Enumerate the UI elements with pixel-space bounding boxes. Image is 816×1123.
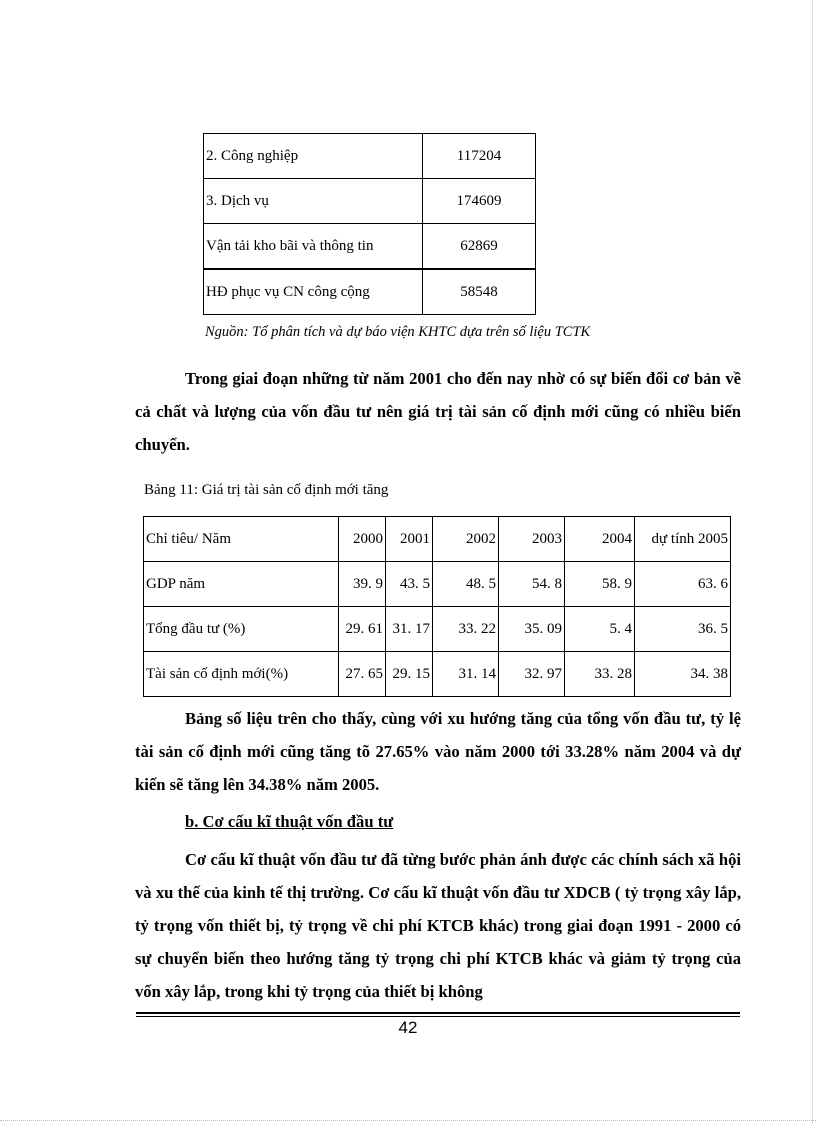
cell-value: 34. 38 [635, 652, 731, 697]
paragraph-3: Cơ cấu kĩ thuật vốn đầu tư đã từng bước phản ánh được các chính sách xã hội và xu thế của kinh tế thị trường. Cơ cấu kĩ thuật vốn đầu tư XDCB ( tỷ trọng xây lắp, tỷ trọng vốn thiết bị, tỷ trọng về chi phí KTCB khác) trong giai đoạn 1991 - 2000 có sự chuyển biến theo hướng tăng tỷ trọng chi phí KTCB khác và giảm tỷ trọng của vốn xây lắp, trong khi tỷ trọng của thiết bị không [135, 850, 741, 1001]
column-header: 2002 [433, 517, 499, 562]
column-header: 2004 [565, 517, 635, 562]
footer-rule-thick [136, 1012, 740, 1014]
cell-value: 29. 61 [339, 607, 386, 652]
section-heading: b. Cơ cấu kĩ thuật vốn đầu tư [185, 812, 394, 831]
column-header: 2001 [386, 517, 433, 562]
row-value: 174609 [423, 179, 536, 224]
cell-value: 5. 4 [565, 607, 635, 652]
table-row [204, 179, 536, 224]
table-header-row [144, 517, 731, 562]
table-row [144, 607, 731, 652]
row-label: 2. Công nghiệp [204, 134, 423, 179]
cell-value: 43. 5 [386, 562, 433, 607]
row-label: Tài sản cố định mới(%) [144, 652, 339, 697]
cell-value: 58. 9 [565, 562, 635, 607]
table-row [204, 134, 536, 179]
cell-value: 48. 5 [433, 562, 499, 607]
row-label: 3. Dịch vụ [204, 179, 423, 224]
table-row [204, 269, 536, 315]
cell-value: 63. 6 [635, 562, 731, 607]
cell-value: 54. 8 [499, 562, 565, 607]
row-label: Tổng đầu tư (%) [144, 607, 339, 652]
cell-value: 32. 97 [499, 652, 565, 697]
table-row [144, 562, 731, 607]
page-edge-right [812, 0, 813, 1123]
footer-rule-thin [136, 1016, 740, 1017]
row-label: HĐ phục vụ CN công cộng [204, 269, 423, 315]
paragraph-1: Trong giai đoạn những từ năm 2001 cho đến nay nhờ có sự biến đổi cơ bản về cả chất và lượng của vốn đầu tư nên giá trị tài sản cố định mới cũng có nhiều biến chuyển. [135, 369, 741, 454]
row-label: Vận tải kho bãi và thông tin [204, 224, 423, 270]
cell-value: 33. 22 [433, 607, 499, 652]
page-edge-bottom [0, 1120, 816, 1121]
cell-value: 29. 15 [386, 652, 433, 697]
table-row [204, 224, 536, 270]
column-header: 2003 [499, 517, 565, 562]
cell-value: 31. 14 [433, 652, 499, 697]
cell-value: 36. 5 [635, 607, 731, 652]
row-label: GDP năm [144, 562, 339, 607]
column-header: dự tính 2005 [635, 517, 731, 562]
cell-value: 31. 17 [386, 607, 433, 652]
row-value: 117204 [423, 134, 536, 179]
cell-value: 39. 9 [339, 562, 386, 607]
cell-value: 27. 65 [339, 652, 386, 697]
cell-value: 33. 28 [565, 652, 635, 697]
row-value: 62869 [423, 224, 536, 270]
paragraph-2: Bảng số liệu trên cho thấy, cùng với xu hướng tăng của tổng vốn đầu tư, tỷ lệ tài sản cố định mới cũng tăng tõ 27.65% vào năm 2000 tới 33.28% năm 2004 và dự kiến sẽ tăng lên 34.38% năm 2005. [135, 709, 741, 794]
cell-value: 35. 09 [499, 607, 565, 652]
row-value: 58548 [423, 269, 536, 315]
column-header: Chỉ tiêu/ Năm [144, 517, 339, 562]
table-11-caption: Bảng 11: Giá trị tài sản cố định mới tăng [144, 482, 389, 498]
table-row [144, 652, 731, 697]
fixed-assets-table [143, 516, 731, 697]
column-header: 2000 [339, 517, 386, 562]
source-note: Nguồn: Tổ phân tích và dự báo viện KHTC dựa trên số liệu TCTK [205, 324, 591, 340]
page-number: 42 [398, 1018, 418, 1037]
investment-table-continued [203, 133, 536, 315]
